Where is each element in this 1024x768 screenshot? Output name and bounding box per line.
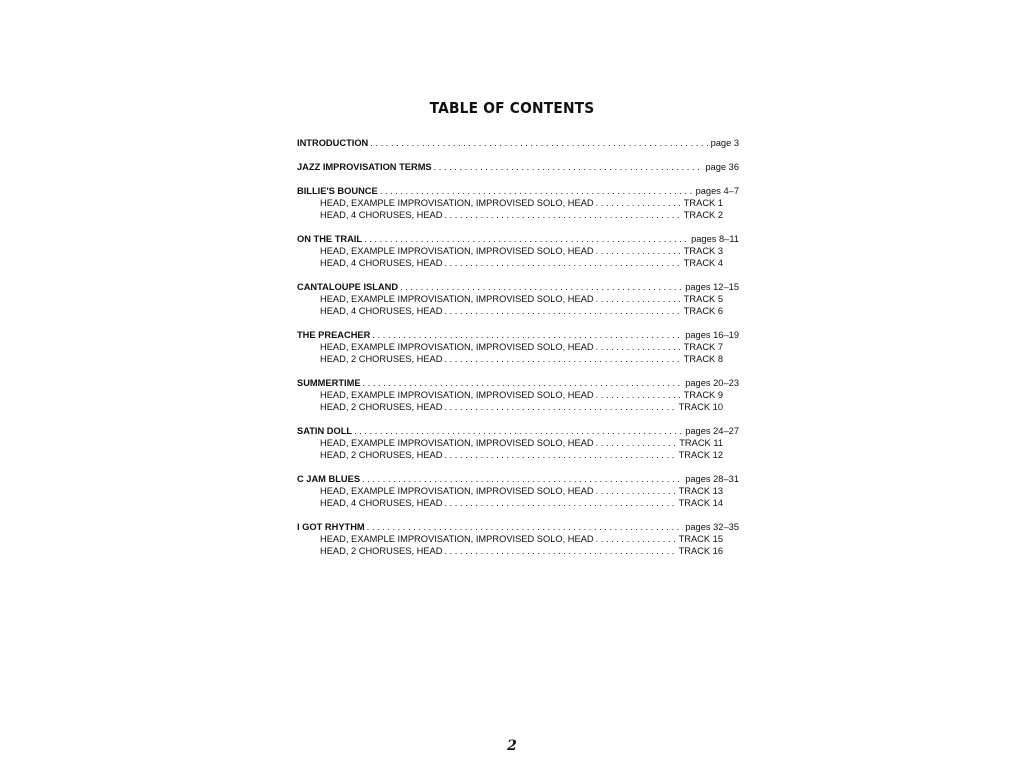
dot-leader [444, 449, 676, 461]
dot-leader [444, 257, 681, 269]
dot-leader [596, 389, 682, 401]
dot-leader [596, 533, 677, 545]
toc-track-label: HEAD, 2 CHORUSES, HEAD [320, 546, 443, 556]
toc-track-ref: TRACK 9 [683, 390, 723, 400]
toc-heading-label: INTRODUCTION [297, 138, 369, 148]
toc-track-ref: TRACK 4 [683, 258, 723, 268]
toc-heading-row [297, 185, 739, 197]
toc-track-label: HEAD, EXAMPLE IMPROVISATION, IMPROVISED SOLO, HEAD [320, 534, 594, 544]
toc-track-label: HEAD, EXAMPLE IMPROVISATION, IMPROVISED SOLO, HEAD [320, 198, 594, 208]
toc-heading-label: ON THE TRAIL [297, 234, 363, 244]
toc-heading-label: JAZZ IMPROVISATION TERMS [297, 162, 432, 172]
toc-page-ref: pages 20–23 [685, 378, 739, 388]
toc-heading-label: SATIN DOLL [297, 426, 353, 436]
toc-track-row [297, 197, 723, 209]
toc-page-ref: pages 12–15 [685, 282, 739, 292]
dot-leader [444, 497, 676, 509]
toc-heading-row [297, 521, 739, 533]
dot-leader [370, 137, 708, 149]
toc-entry [297, 161, 739, 173]
toc-entry [297, 329, 739, 365]
toc-page-ref: page 36 [705, 162, 739, 172]
toc-track-label: HEAD, 4 CHORUSES, HEAD [320, 258, 443, 268]
toc-track-row [297, 449, 723, 461]
toc-heading-row [297, 161, 739, 173]
toc-heading-label: C JAM BLUES [297, 474, 361, 484]
toc-track-label: HEAD, EXAMPLE IMPROVISATION, IMPROVISED SOLO, HEAD [320, 294, 594, 304]
toc-track-row [297, 437, 723, 449]
dot-leader [444, 353, 681, 365]
toc-heading-row [297, 377, 739, 389]
toc-track-label: HEAD, 2 CHORUSES, HEAD [320, 402, 443, 412]
toc-heading-label: THE PREACHER [297, 330, 371, 340]
dot-leader [444, 401, 676, 413]
toc-track-ref: TRACK 1 [683, 198, 723, 208]
toc-track-ref: TRACK 10 [678, 402, 723, 412]
toc-heading-row [297, 137, 739, 149]
toc-page-ref: page 3 [710, 138, 739, 148]
toc-track-ref: TRACK 15 [678, 534, 723, 544]
toc-track-label: HEAD, 2 CHORUSES, HEAD [320, 450, 443, 460]
toc-track-row [297, 545, 723, 557]
toc-entry [297, 377, 739, 413]
toc-track-label: HEAD, 4 CHORUSES, HEAD [320, 498, 443, 508]
dot-leader [596, 485, 677, 497]
dot-leader [596, 245, 682, 257]
toc-track-label: HEAD, 4 CHORUSES, HEAD [320, 210, 443, 220]
toc-track-ref: TRACK 12 [678, 450, 723, 460]
dot-leader [596, 293, 682, 305]
toc-track-row [297, 293, 723, 305]
toc-heading-label: SUMMERTIME [297, 378, 361, 388]
toc-heading-row [297, 473, 739, 485]
toc-track-row [297, 245, 723, 257]
dot-leader [364, 233, 689, 245]
dot-leader [354, 425, 683, 437]
dot-leader [444, 209, 681, 221]
toc-entry [297, 281, 739, 317]
toc-track-label: HEAD, 4 CHORUSES, HEAD [320, 306, 443, 316]
toc-page-ref: pages 16–19 [685, 330, 739, 340]
toc-track-ref: TRACK 8 [683, 354, 723, 364]
toc-track-ref: TRACK 11 [679, 438, 723, 448]
dot-leader [596, 197, 682, 209]
dot-leader [372, 329, 683, 341]
toc-track-label: HEAD, EXAMPLE IMPROVISATION, IMPROVISED SOLO, HEAD [320, 438, 594, 448]
toc-page-ref: pages 4–7 [695, 186, 739, 196]
toc-track-ref: TRACK 7 [683, 342, 723, 352]
toc-track-label: HEAD, EXAMPLE IMPROVISATION, IMPROVISED SOLO, HEAD [320, 246, 594, 256]
toc-track-row [297, 353, 723, 365]
dot-leader [596, 341, 682, 353]
dot-leader [596, 437, 678, 449]
toc-track-ref: TRACK 3 [683, 246, 723, 256]
toc-page-ref: pages 32–35 [685, 522, 739, 532]
toc-track-ref: TRACK 14 [678, 498, 723, 508]
toc-page-ref: pages 8–11 [691, 234, 739, 244]
dot-leader [362, 473, 683, 485]
toc-heading-row [297, 329, 739, 341]
toc-entry [297, 521, 739, 557]
toc-entry [297, 425, 739, 461]
toc-entry [297, 473, 739, 509]
dot-leader [434, 161, 704, 173]
toc-track-row [297, 533, 723, 545]
toc-track-ref: TRACK 16 [678, 546, 723, 556]
toc-track-ref: TRACK 2 [683, 210, 723, 220]
page-number: 2 [507, 738, 517, 754]
toc-heading-row [297, 281, 739, 293]
toc-track-row [297, 305, 723, 317]
toc-track-row [297, 401, 723, 413]
toc-page-ref: pages 24–27 [685, 426, 739, 436]
dot-leader [367, 521, 684, 533]
toc-track-row [297, 209, 723, 221]
dot-leader [444, 305, 681, 317]
toc-track-ref: TRACK 5 [683, 294, 723, 304]
toc-track-row [297, 257, 723, 269]
toc-heading-label: I GOT RHYTHM [297, 522, 365, 532]
toc-entry [297, 137, 739, 149]
table-of-contents [297, 137, 739, 569]
dot-leader [363, 377, 684, 389]
toc-track-label: HEAD, EXAMPLE IMPROVISATION, IMPROVISED SOLO, HEAD [320, 390, 594, 400]
toc-track-row [297, 389, 723, 401]
toc-track-ref: TRACK 6 [683, 306, 723, 316]
toc-track-label: HEAD, 2 CHORUSES, HEAD [320, 354, 443, 364]
dot-leader [380, 185, 694, 197]
toc-heading-label: CANTALOUPE ISLAND [297, 282, 399, 292]
toc-entry [297, 185, 739, 221]
toc-track-row [297, 497, 723, 509]
toc-entry [297, 233, 739, 269]
page-title: TABLE OF CONTENTS [429, 99, 595, 117]
toc-page-ref: pages 28–31 [685, 474, 739, 484]
toc-track-ref: TRACK 13 [678, 486, 723, 496]
toc-track-label: HEAD, EXAMPLE IMPROVISATION, IMPROVISED SOLO, HEAD [320, 342, 594, 352]
dot-leader [400, 281, 683, 293]
toc-heading-row [297, 425, 739, 437]
toc-heading-label: BILLIE'S BOUNCE [297, 186, 378, 196]
toc-heading-row [297, 233, 739, 245]
dot-leader [444, 545, 676, 557]
toc-track-row [297, 341, 723, 353]
toc-track-label: HEAD, EXAMPLE IMPROVISATION, IMPROVISED SOLO, HEAD [320, 486, 594, 496]
toc-track-row [297, 485, 723, 497]
